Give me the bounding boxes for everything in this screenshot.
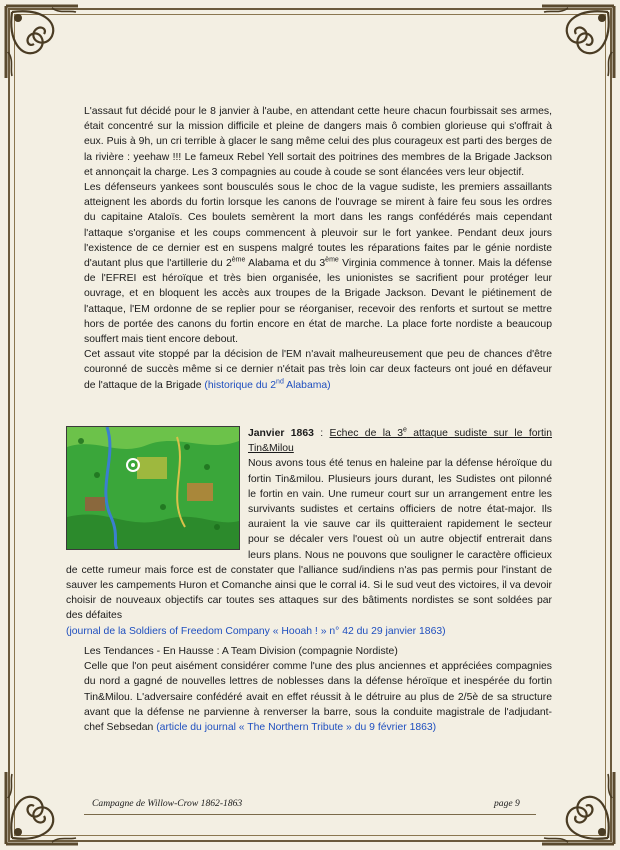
news-body: Nous avons tous été tenus en haleine par la défense héroïque du fortin Tin&milou. Plusieurs jours durant, les Sudistes ont pilonné le fortin en vain. Une rumeur court sur un arrangement entre les survivants sudistes et certains officiers de notre état-major. Ils auraient la vie sauve car ils quitteraient rapidement le secteur pour se décaler vers l'ouest où un autre objectif entrerait dans leurs plans. Nous ne pouvons que souligner le caractère officieux de cette rumeur mais force est de constater que l'alliance sud/indiens n'as pas permis pour l'instant de sauver les campements Huron et Comanche ainsi que le corral i4. Si le sud veut des victoires, il va devoir choisir de nouveaux objectifs car toutes ses attaques sur des bâtiments nordistes se sont soldées par des défaites <box>66 458 552 622</box>
trends-heading: Les Tendances - En Hausse : A Team Division (compagnie Nordiste) <box>84 646 398 657</box>
corner-ornament-icon <box>538 768 618 848</box>
article-source-link[interactable]: (article du journal « The Northern Tribute » du 9 février 1863) <box>156 722 437 734</box>
corner-ornament-icon <box>2 768 82 848</box>
footer-divider <box>84 814 536 815</box>
paragraph-assault: L'assaut fut décidé pour le 8 janvier à l'aube, en attendant cette heure chacun fourbissait ses armes, était concentré sur la mission difficile et pleine de dangers mais ô combien glorieuse qui s'offrait à eux. Puis à 9h, un cri terrible à glacer le sang même celui des plus courageux est parti des berges de la rivière : yeehaw !!! Le fameux Rebel Yell sortait des poitrines des membres de la Brigade Jackson et annonçait la charge. Les 3 compagnies au coude à coude se sont élancées vers leur objectif. <box>84 106 552 178</box>
history-link[interactable]: (historique du 2nd Alabama) <box>204 378 331 391</box>
news-date: Janvier 1863 <box>248 428 314 439</box>
news-title: Echec de la 3e attaque sudiste sur le fortin Tin&Milou <box>248 426 552 455</box>
corner-ornament-icon <box>2 2 82 82</box>
journal-source-link[interactable]: (journal de la Soldiers of Freedom Company « Hooah ! » n° 42 du 29 janvier 1863) <box>66 625 446 637</box>
corner-ornament-icon <box>538 2 618 82</box>
narrative-block <box>84 104 552 393</box>
news-headline: Janvier 1863 : Echec de la 3e attaque sudiste sur le fortin Tin&Milou <box>248 426 552 455</box>
trends-section <box>84 644 552 735</box>
campaign-map-image <box>66 426 240 550</box>
paragraph-defense: Les défenseurs yankees sont bousculés sous le choc de la vague sudiste, les premiers assaillants atteignent les abords du fortin lorsque les canons de l'ouvrage se mirent à faire feu sous les ordres du capitaine Ataloïs. Ces boulets semèrent la mort dans les rangs confédérés mais cependant l'attaque s'organise et les coups commencent à pleuvoir sur le fort yankee. Pendant deux jours l'existence de ce dernier est en suspens malgré toutes les réparations faites par le génie nordiste d'autant plus que l'artillerie du 2ème Alabama et du 3ème Virginia commence à tonner. Mais la défense de l'EFREI est héroïque et très bien organisée, les unionistes se sacrifient pour protéger leur ouvrage, et en bloquent les accès aux troupes de la Brigade Jackson. Devant le piétinement de l'attaque, l'EM ordonne de se replier pour se réorganiser, recevoir des renforts et surtout se mettre hors de portée des canons du fortin encore en état de marche. La place forte nordiste a beaucoup souffert mais tient encore debout. <box>84 182 552 346</box>
news-section-tinmilou <box>66 426 552 639</box>
footer-campaign-title: Campagne de Willow-Crow 1862-1863 <box>92 798 243 809</box>
paragraph-conclusion: Cet assaut vite stoppé par la décision de l'EM n'avait malheureusement que peu de chances d'être couronné de succès même si ce dernier n'était pas très loin car deux facteurs ont joué en défaveur de l'attaque de la Brigade (historique du 2nd Alabama) <box>84 349 552 391</box>
footer-page-number: page 9 <box>494 798 520 809</box>
trends-body: Celle que l'on peut aisément considérer comme l'une des plus anciennes et appréciées compagnies du nord a gagné de nouvelles lettres de noblesses dans la défense héroïque et inespérée du fortin Tin&Milou. L'adversaire confédéré avait en effet réussit à le détruire au plus de 2/5è de sa structure avant que la défense ne parvienne à renverser la barre, sous la conduite magistrale de l'adjudant-chef Sebsedan (article du journal « The Northern Tribute » du 9 février 1863) <box>84 661 552 734</box>
